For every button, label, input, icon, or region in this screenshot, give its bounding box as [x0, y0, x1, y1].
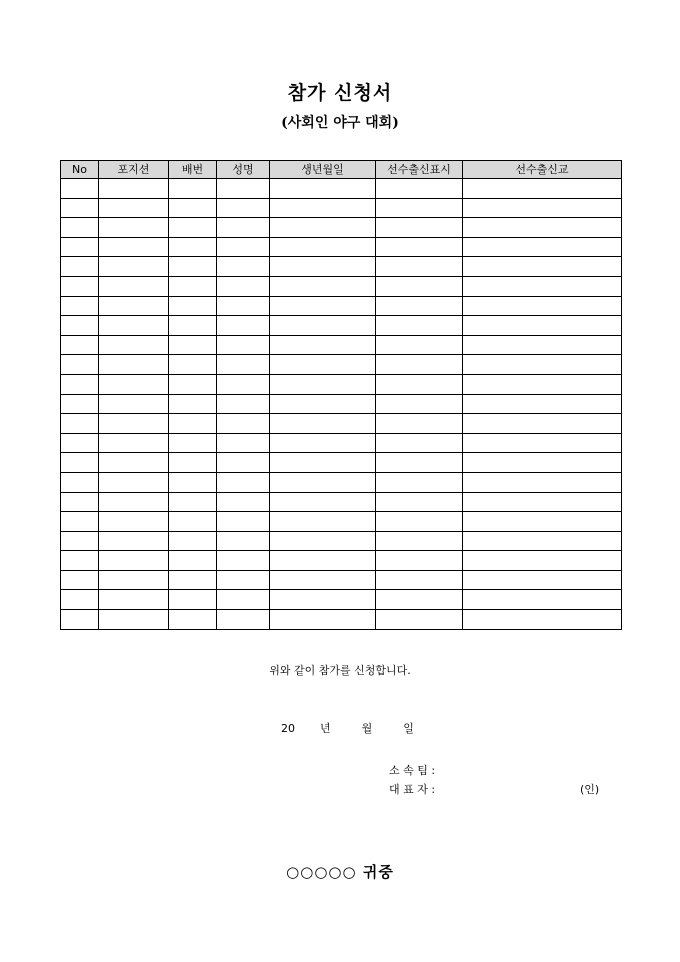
table-cell[interactable] [376, 492, 463, 512]
table-cell[interactable] [217, 414, 270, 434]
table-cell[interactable] [169, 335, 217, 355]
table-cell[interactable] [99, 531, 169, 551]
table-cell[interactable] [169, 237, 217, 257]
table-cell[interactable] [99, 355, 169, 375]
table-cell[interactable] [61, 237, 99, 257]
table-cell[interactable] [169, 453, 217, 473]
table-row [61, 414, 622, 434]
table-cell[interactable] [217, 218, 270, 238]
table-row [61, 198, 622, 218]
table-cell[interactable] [376, 335, 463, 355]
table-cell[interactable] [270, 453, 376, 473]
table-cell[interactable] [217, 355, 270, 375]
table-cell[interactable] [61, 355, 99, 375]
header-position: 포지션 [99, 161, 169, 179]
table-row [61, 218, 622, 238]
table-row [61, 237, 622, 257]
table-row [61, 394, 622, 414]
table-cell[interactable] [376, 394, 463, 414]
table-cell[interactable] [463, 257, 622, 277]
table-cell[interactable] [99, 453, 169, 473]
table-cell[interactable] [463, 296, 622, 316]
table-cell[interactable] [376, 590, 463, 610]
table-cell[interactable] [376, 531, 463, 551]
table-cell[interactable] [99, 570, 169, 590]
table-cell[interactable] [217, 551, 270, 571]
table-cell[interactable] [217, 335, 270, 355]
table-cell[interactable] [61, 453, 99, 473]
table-row [61, 472, 622, 492]
table-cell[interactable] [61, 610, 99, 630]
header-name: 성명 [217, 161, 270, 179]
table-cell[interactable] [61, 316, 99, 336]
table-cell[interactable] [99, 512, 169, 532]
table-cell[interactable] [270, 472, 376, 492]
table-cell[interactable] [376, 512, 463, 532]
document-subtitle: (사회인 야구 대회) [281, 115, 399, 131]
table-cell[interactable] [270, 296, 376, 316]
table-cell[interactable] [99, 218, 169, 238]
table-cell[interactable] [270, 257, 376, 277]
table-cell[interactable] [463, 433, 622, 453]
table-cell[interactable] [270, 394, 376, 414]
table-cell[interactable] [270, 316, 376, 336]
table-cell[interactable] [376, 296, 463, 316]
table-cell[interactable] [463, 570, 622, 590]
table-cell[interactable] [61, 179, 99, 199]
table-cell[interactable] [376, 414, 463, 434]
table-cell[interactable] [99, 335, 169, 355]
table-cell[interactable] [217, 257, 270, 277]
table-row [61, 492, 622, 512]
table-cell[interactable] [169, 551, 217, 571]
table-cell[interactable] [217, 610, 270, 630]
table-cell[interactable] [169, 531, 217, 551]
addressee: ○○○○○ 귀중 [286, 863, 394, 881]
table-cell[interactable] [217, 374, 270, 394]
table-cell[interactable] [463, 179, 622, 199]
table-cell[interactable] [169, 218, 217, 238]
table-cell[interactable] [376, 570, 463, 590]
table-cell[interactable] [169, 355, 217, 375]
table-cell[interactable] [61, 296, 99, 316]
table-cell[interactable] [169, 276, 217, 296]
date-year-prefix: 20 [281, 722, 295, 735]
table-cell[interactable] [270, 531, 376, 551]
table-cell[interactable] [376, 179, 463, 199]
roster-body [61, 179, 622, 630]
table-cell[interactable] [169, 512, 217, 532]
table-cell[interactable] [217, 179, 270, 199]
table-cell[interactable] [376, 551, 463, 571]
table-cell[interactable] [61, 570, 99, 590]
table-cell[interactable] [270, 276, 376, 296]
table-cell[interactable] [169, 414, 217, 434]
table-cell[interactable] [463, 453, 622, 473]
table-cell[interactable] [217, 590, 270, 610]
table-cell[interactable] [61, 472, 99, 492]
table-row [61, 610, 622, 630]
table-cell[interactable] [270, 335, 376, 355]
table-cell[interactable] [99, 237, 169, 257]
table-cell[interactable] [99, 316, 169, 336]
table-cell[interactable] [99, 179, 169, 199]
table-cell[interactable] [270, 590, 376, 610]
table-cell[interactable] [376, 453, 463, 473]
table-row [61, 433, 622, 453]
table-cell[interactable] [169, 610, 217, 630]
table-cell[interactable] [169, 257, 217, 277]
table-cell[interactable] [217, 531, 270, 551]
table-cell[interactable] [169, 296, 217, 316]
table-cell[interactable] [61, 394, 99, 414]
seal-label: (인) [580, 783, 600, 796]
table-cell[interactable] [463, 512, 622, 532]
table-cell[interactable] [270, 414, 376, 434]
table-cell[interactable] [217, 492, 270, 512]
table-cell[interactable] [463, 551, 622, 571]
table-cell[interactable] [270, 492, 376, 512]
table-cell[interactable] [376, 218, 463, 238]
table-row [61, 570, 622, 590]
table-cell[interactable] [376, 276, 463, 296]
table-cell[interactable] [463, 198, 622, 218]
table-cell[interactable] [270, 433, 376, 453]
table-cell[interactable] [217, 276, 270, 296]
table-row [61, 551, 622, 571]
table-row [61, 276, 622, 296]
table-cell[interactable] [169, 590, 217, 610]
table-cell[interactable] [463, 218, 622, 238]
table-cell[interactable] [217, 570, 270, 590]
table-cell[interactable] [376, 610, 463, 630]
table-row [61, 335, 622, 355]
table-cell[interactable] [61, 433, 99, 453]
table-cell[interactable] [169, 433, 217, 453]
table-row [61, 179, 622, 199]
table-cell[interactable] [99, 414, 169, 434]
table-cell[interactable] [376, 374, 463, 394]
table-cell[interactable] [376, 472, 463, 492]
table-row [61, 355, 622, 375]
table-cell[interactable] [169, 179, 217, 199]
table-cell[interactable] [463, 610, 622, 630]
table-cell[interactable] [376, 257, 463, 277]
header-player-background: 선수출신표시 [376, 161, 463, 179]
table-cell[interactable] [99, 590, 169, 610]
table-cell[interactable] [61, 414, 99, 434]
table-cell[interactable] [169, 198, 217, 218]
table-cell[interactable] [99, 296, 169, 316]
table-cell[interactable] [99, 198, 169, 218]
table-cell[interactable] [61, 551, 99, 571]
table-cell[interactable] [463, 492, 622, 512]
table-row [61, 257, 622, 277]
table-cell[interactable] [376, 237, 463, 257]
table-cell[interactable] [463, 394, 622, 414]
table-cell[interactable] [376, 316, 463, 336]
representative-label: 대 표 자 : [389, 783, 436, 796]
table-row [61, 374, 622, 394]
table-cell[interactable] [99, 394, 169, 414]
table-cell[interactable] [61, 492, 99, 512]
table-cell[interactable] [61, 218, 99, 238]
table-cell[interactable] [463, 237, 622, 257]
table-cell[interactable] [376, 355, 463, 375]
table-cell[interactable] [217, 237, 270, 257]
table-cell[interactable] [217, 296, 270, 316]
table-cell[interactable] [463, 590, 622, 610]
table-cell[interactable] [169, 472, 217, 492]
table-cell[interactable] [217, 453, 270, 473]
header-birthdate: 생년월일 [270, 161, 376, 179]
table-cell[interactable] [463, 414, 622, 434]
table-cell[interactable] [169, 570, 217, 590]
roster-table [60, 160, 622, 630]
team-label: 소 속 팀 : [389, 764, 436, 777]
table-cell[interactable] [270, 179, 376, 199]
table-cell[interactable] [270, 355, 376, 375]
table-cell[interactable] [99, 276, 169, 296]
table-cell[interactable] [217, 198, 270, 218]
table-cell[interactable] [61, 374, 99, 394]
table-cell[interactable] [463, 355, 622, 375]
table-cell[interactable] [270, 610, 376, 630]
table-cell[interactable] [376, 198, 463, 218]
table-cell[interactable] [99, 374, 169, 394]
table-cell[interactable] [463, 374, 622, 394]
table-cell[interactable] [99, 433, 169, 453]
table-row [61, 531, 622, 551]
table-cell[interactable] [270, 218, 376, 238]
table-row [61, 296, 622, 316]
date-line [281, 720, 414, 736]
table-cell[interactable] [99, 610, 169, 630]
table-cell[interactable] [99, 257, 169, 277]
table-cell[interactable] [217, 512, 270, 532]
table-cell[interactable] [463, 531, 622, 551]
table-cell[interactable] [61, 335, 99, 355]
table-cell[interactable] [463, 335, 622, 355]
table-cell[interactable] [61, 590, 99, 610]
table-cell[interactable] [270, 237, 376, 257]
roster-header-row [61, 161, 622, 179]
table-cell[interactable] [270, 570, 376, 590]
table-cell[interactable] [217, 316, 270, 336]
table-cell[interactable] [61, 257, 99, 277]
table-cell[interactable] [463, 276, 622, 296]
header-jersey-number: 배번 [169, 161, 217, 179]
table-row [61, 453, 622, 473]
table-cell[interactable] [270, 374, 376, 394]
table-cell[interactable] [169, 492, 217, 512]
table-cell[interactable] [376, 433, 463, 453]
date-month-label: 월 [361, 722, 373, 735]
table-cell[interactable] [61, 276, 99, 296]
application-statement: 위와 같이 참가를 신청합니다. [269, 664, 411, 677]
table-cell[interactable] [270, 198, 376, 218]
header-no: No [61, 161, 99, 179]
document-title: 참가 신청서 [287, 82, 393, 104]
table-row [61, 590, 622, 610]
table-row [61, 316, 622, 336]
table-cell[interactable] [217, 433, 270, 453]
table-cell[interactable] [61, 198, 99, 218]
table-cell[interactable] [61, 512, 99, 532]
table-cell[interactable] [169, 374, 217, 394]
date-day-label: 일 [403, 722, 414, 735]
date-year-label: 년 [320, 722, 331, 735]
table-cell[interactable] [270, 512, 376, 532]
header-player-school: 선수출신교 [463, 161, 622, 179]
table-cell[interactable] [99, 472, 169, 492]
table-cell[interactable] [169, 316, 217, 336]
table-cell[interactable] [217, 472, 270, 492]
table-cell[interactable] [169, 394, 217, 414]
table-cell[interactable] [463, 472, 622, 492]
table-cell[interactable] [99, 492, 169, 512]
table-cell[interactable] [99, 551, 169, 571]
table-cell[interactable] [270, 551, 376, 571]
table-cell[interactable] [463, 316, 622, 336]
table-cell[interactable] [217, 394, 270, 414]
table-cell[interactable] [61, 531, 99, 551]
table-row [61, 512, 622, 532]
